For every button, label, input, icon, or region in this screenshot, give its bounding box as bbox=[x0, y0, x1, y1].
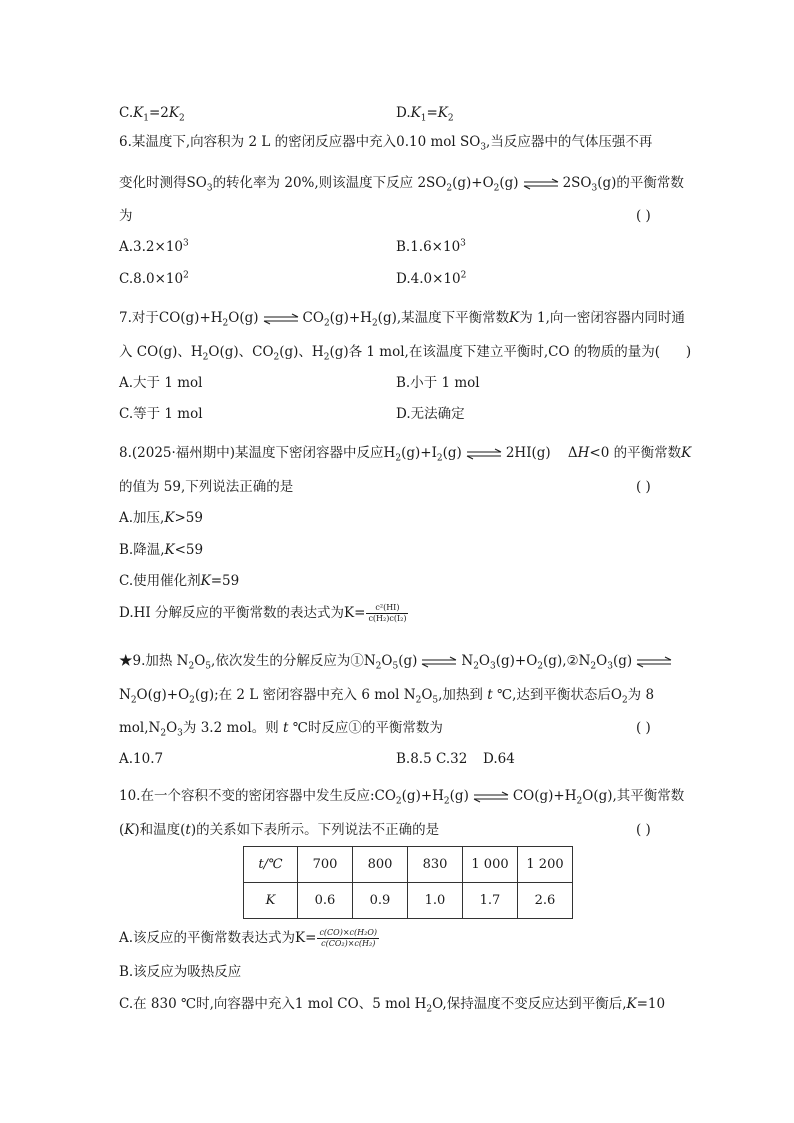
q7-stem-line1: 7.对于$CO(g)+H_2O(g)$ $CO_2(g)+H_2(g)$,某温度下平衡常数K为 1,向一密闭容器内同时通 bbox=[119, 310, 685, 329]
q8-option-c[interactable]: C.使用催化剂K=59 bbox=[119, 573, 240, 589]
q10-fraction bbox=[317, 928, 379, 949]
equilibrium-arrow-icon bbox=[465, 448, 503, 460]
q9-option-a[interactable]: A.10.7 bbox=[119, 751, 164, 767]
table-row bbox=[244, 847, 573, 883]
k-temperature-table bbox=[243, 846, 573, 919]
q6-option-c[interactable]: $C.8.0\times 10^2$ bbox=[119, 270, 189, 287]
q6-stem-line1: 6.某温度下,向容积为 2 L 的密闭反应器中充入0.10 mol $SO_3$,当反应器中的气体压强不再 bbox=[119, 134, 653, 153]
q10-answer-paren[interactable]: ( ) bbox=[636, 822, 651, 838]
q8-answer-paren[interactable]: ( ) bbox=[636, 479, 651, 495]
q10-option-c[interactable]: C.在 830 ℃时,向容器中充入1 mol CO、5 mol $H_2O$,保持温度不变反应达到平衡后,K=10 bbox=[119, 996, 666, 1015]
q10-option-a[interactable] bbox=[119, 928, 379, 949]
q10-stem-line2: (K)和温度(t)的关系如下表所示。下列说法不正确的是 bbox=[119, 822, 440, 838]
equilibrium-arrow-icon bbox=[522, 178, 560, 190]
q6-stem-line2: 变化时测得$SO_3$的转化率为 20%,则该温度下反应 $2SO_2(g)+O_2(g)$ $2SO_3(g)$的平衡常数 bbox=[119, 175, 684, 194]
table-cell: 1 200 bbox=[518, 847, 573, 883]
q8-option-b[interactable]: B.降温,K<59 bbox=[119, 542, 204, 558]
q5-option-c[interactable]: $C.K_1=2K_2$ bbox=[119, 105, 185, 124]
table-cell: 2.6 bbox=[518, 883, 573, 919]
table-header-cell: K bbox=[244, 883, 298, 919]
q8-fraction-denominator: c(H₂)c(I₂) bbox=[368, 614, 407, 623]
table-cell: 700 bbox=[298, 847, 353, 883]
q10-option-b[interactable]: B.该反应为吸热反应 bbox=[119, 964, 242, 980]
q8-option-d-text: D.HI 分解反应的平衡常数的表达式为K= bbox=[119, 605, 366, 621]
q6-answer-paren[interactable]: ( ) bbox=[636, 208, 651, 224]
star-icon: ★ bbox=[119, 653, 133, 669]
q7-option-d[interactable]: D.无法确定 bbox=[396, 406, 465, 422]
q10-fraction-numerator: c(CO)×c(H₂O) bbox=[319, 928, 378, 937]
q6-option-b[interactable]: $B.1.6\times 10^3$ bbox=[396, 238, 466, 255]
table-cell: 800 bbox=[353, 847, 408, 883]
equilibrium-arrow-icon bbox=[635, 656, 673, 668]
table-cell: 1 000 bbox=[463, 847, 518, 883]
q6-stem-line3: 为 bbox=[119, 208, 133, 224]
q8-option-d[interactable] bbox=[119, 603, 408, 624]
table-row bbox=[244, 883, 573, 919]
q9-stem-line2: $N_2O(g)+O_2(g)$;在 2 L 密闭容器中充入 6 mol $N_2O_5$,加热到 t ℃,达到平衡状态后$O_2$为 8 bbox=[119, 687, 655, 706]
table-header-cell: t/℃ bbox=[244, 847, 298, 883]
q10-stem-line1: 10.在一个容积不变的密闭容器中发生反应$:CO_2(g)+H_2(g)$ $CO(g)+H_2O(g)$,其平衡常数 bbox=[119, 788, 685, 807]
q10-option-a-text: A.该反应的平衡常数表达式为K= bbox=[119, 930, 317, 946]
q9-option-d[interactable]: D.64 bbox=[483, 751, 515, 767]
q9-option-bc[interactable]: B.8.5 C.32 bbox=[396, 751, 468, 767]
q8-fraction-numerator: c²(HI) bbox=[366, 603, 408, 614]
q6-option-a[interactable]: $A.3.2\times 10^3$ bbox=[119, 238, 189, 255]
table-cell: 830 bbox=[408, 847, 463, 883]
q6-option-d[interactable]: $D.4.0\times 10^2$ bbox=[396, 270, 467, 287]
q9-stem-line1: ★9.加热 $N_2O_5$,依次发生的分解反应为$①N_2O_5(g)$ $N_2O_3(g)+O_2(g),②N_2O_3(g)$ bbox=[119, 652, 676, 670]
equilibrium-arrow-icon bbox=[472, 791, 510, 803]
equilibrium-arrow-icon bbox=[420, 656, 458, 668]
q7-stem-line2: 入 CO(g)、$H_2O(g)$、$CO_2(g)$、$H_2(g)$各 1 mol,在该温度下建立平衡时,CO 的物质的量为( ) bbox=[119, 344, 692, 363]
q7-option-b[interactable]: B.小于 1 mol bbox=[396, 375, 480, 391]
table-cell: 1.0 bbox=[408, 883, 463, 919]
q9-answer-paren[interactable]: ( ) bbox=[636, 720, 651, 736]
q7-option-c[interactable]: C.等于 1 mol bbox=[119, 406, 203, 422]
table-cell: 0.6 bbox=[298, 883, 353, 919]
q8-fraction bbox=[366, 603, 408, 624]
equilibrium-arrow-icon bbox=[262, 313, 300, 325]
q8-stem-line1: 8.(2025·福州期中)某温度下密闭容器中反应$H_2(g)+I_2(g)$ 2HI(g) ΔH<0 的平衡常数K bbox=[119, 445, 692, 464]
q7-option-a[interactable]: A.大于 1 mol bbox=[119, 375, 203, 391]
q9-stem-line3: $mol,N_2O_3$为 3.2 mol。则 t ℃时反应①的平衡常数为 bbox=[119, 720, 443, 739]
q8-option-a[interactable]: A.加压,K>59 bbox=[119, 510, 203, 526]
q8-stem-line2: 的值为 59,下列说法正确的是 bbox=[119, 479, 294, 495]
q10-fraction-denominator: c(CO₂)×c(H₂) bbox=[321, 939, 376, 948]
table-cell: 1.7 bbox=[463, 883, 518, 919]
q5-option-d[interactable]: $D.K_1=K_2$ bbox=[396, 105, 454, 124]
table-cell: 0.9 bbox=[353, 883, 408, 919]
